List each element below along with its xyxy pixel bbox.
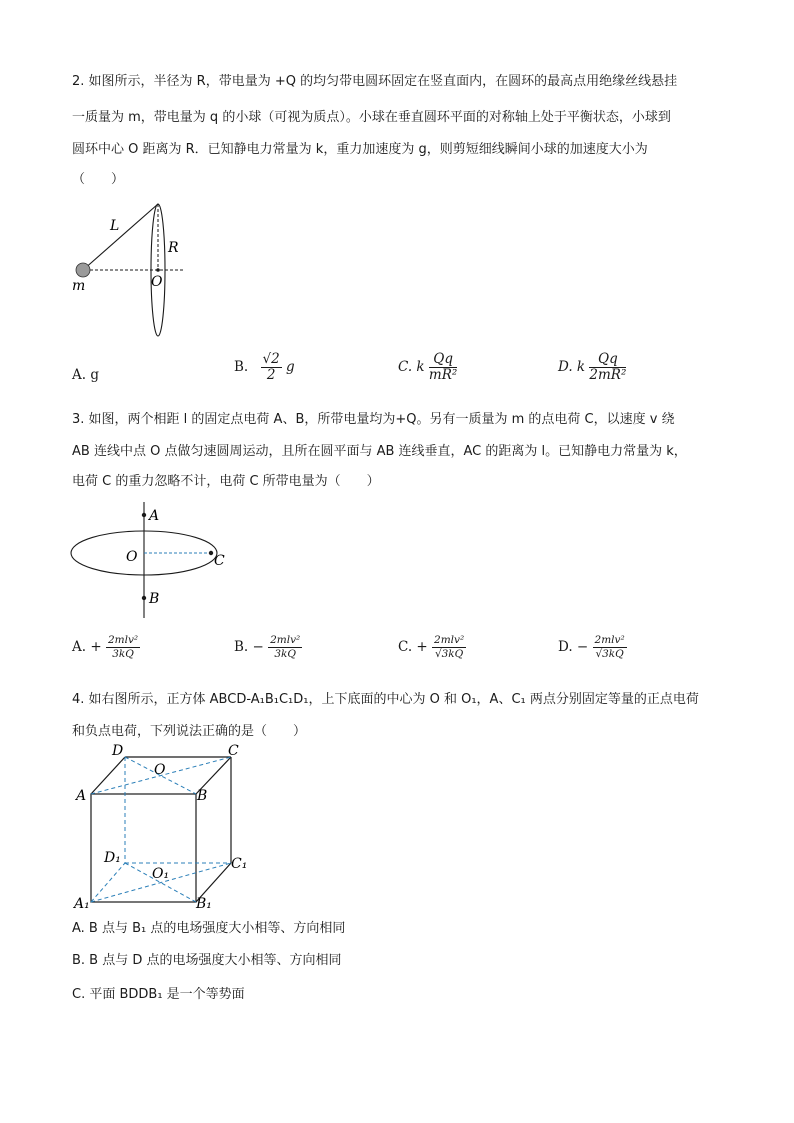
charge-b-point [142,596,146,600]
q3-option-c-prefix: C. + [398,639,428,655]
q2-option-c[interactable] [398,352,457,383]
cube-front-face [91,794,196,902]
edge-A1D1-hidden [91,863,125,902]
q2-option-d-fraction [589,352,626,383]
charge-a-point [142,513,146,517]
label-O: O [151,274,163,290]
q2-figure-ring-pendulum [60,190,200,345]
label-B1: B₁ [196,896,212,912]
q2-option-b[interactable] [234,352,295,383]
label-O1: O₁ [152,866,170,882]
q3-option-a-fraction [106,634,140,661]
q2-option-b-prefix: B. [234,359,249,375]
q2-option-d[interactable] [558,352,626,383]
label-B: B [197,788,208,804]
q2-text-line-3: 圆环中心 O 距离为 R．已知静电力常量为 k，重力加速度为 g，则剪短细线瞬间小球的加速度大小为 [72,142,648,157]
q3-option-b-denominator: 3kQ [274,648,297,660]
label-D1: D₁ [104,850,121,866]
label-C1: C₁ [231,856,248,872]
q4-text-line-1: 4. 如右图所示，正方体 ABCD-A₁B₁C₁D₁，上下底面的中心为 O 和 O₁，A、C₁ 两点分别固定等量的正点电荷 [72,692,699,707]
small-ball [76,263,90,277]
q2-text-line-2: 一质量为 m，带电量为 q 的小球（可视为质点）。小球在垂直圆环平面的对称轴上处于平衡状态，小球到 [72,110,671,125]
q3-option-b[interactable] [234,634,302,661]
ring-center-point [156,268,160,272]
q3-option-d-prefix: D. − [558,639,589,655]
q3-option-c[interactable] [398,634,466,661]
q3-option-d[interactable] [558,634,627,661]
label-L: L [110,218,120,234]
edge-AD [91,757,125,794]
q3-figure-charges-circle [70,498,250,620]
q3-option-a[interactable] [72,634,140,661]
q3-option-c-numerator: 2mlv² [434,634,465,646]
q3-option-d-numerator: 2mlv² [594,634,625,646]
q2-option-b-fraction [261,352,282,383]
q3-option-a-denominator: 3kQ [112,648,134,660]
q3-text-line-1: 3. 如图，两个相距 l 的固定点电荷 A、B，所带电量均为+Q。另有一质量为 m 的点电荷 C，以速度 v 绕 [72,412,675,427]
q3-option-c-denominator: √3kQ [434,648,464,660]
q4-option-c[interactable]: C. 平面 BDDB₁ 是一个等势面 [72,987,245,1002]
q3-option-d-fraction [593,634,627,661]
q2-option-d-numerator: Qq [589,352,626,368]
label-m: m [72,278,86,294]
q4-option-b[interactable]: B. B 点与 D 点的电场强度大小相等、方向相同 [72,953,342,968]
label-O: O [154,762,166,778]
q3-option-a-numerator: 2mlv² [107,634,139,646]
q2-option-b-denominator: 2 [266,367,276,383]
q2-option-d-denominator: 2mR² [589,367,627,383]
label-C: C [228,743,239,759]
q3-text-line-2: AB 连线中点 O 点做匀速圆周运动，且所在圆平面与 AB 连线垂直，AC 的距离为 l。已知静电力常量为 k， [72,444,687,459]
charge-c-point [209,551,213,555]
q2-option-c-denominator: mR² [428,367,458,383]
label-O: O [126,549,138,565]
q3-option-b-numerator: 2mlv² [270,634,301,646]
q2-text-line-4: （ ） [72,172,125,187]
q4-figure-cube [68,742,258,912]
q3-option-a-prefix: A. + [72,639,102,655]
q3-option-b-prefix: B. − [234,639,264,655]
q4-text-line-2: 和负点电荷，下列说法正确的是（ ） [72,724,307,739]
label-R: R [168,240,179,256]
q4-option-a[interactable]: A. B 点与 B₁ 点的电场强度大小相等、方向相同 [72,921,346,936]
q2-option-d-prefix: D. k [558,359,586,375]
q2-option-c-numerator: Qq [429,352,457,368]
q2-text-line-1: 2. 如图所示，半径为 R，带电量为 +Q 的均匀带电圆环固定在竖直面内，在圆环的最高点用绝缘丝线悬挂 [72,74,678,89]
label-D: D [112,743,124,759]
q3-option-d-denominator: √3kQ [595,648,624,660]
q2-option-b-suffix: g [286,359,295,375]
label-A: A [149,508,160,524]
label-C: C [214,553,225,569]
q3-text-line-3: 电荷 C 的重力忽略不计，电荷 C 所带电量为（ ） [72,474,380,489]
thread-line [83,204,158,270]
label-A: A [76,788,87,804]
q2-option-a[interactable]: A. g [72,367,99,383]
label-A1: A₁ [74,896,90,912]
q3-option-b-fraction [268,634,302,661]
label-B: B [149,591,160,607]
q2-option-c-prefix: C. k [398,359,425,375]
q2-option-b-numerator: √2 [262,351,280,367]
q3-option-c-fraction [432,634,466,661]
q2-option-c-fraction [429,352,457,383]
